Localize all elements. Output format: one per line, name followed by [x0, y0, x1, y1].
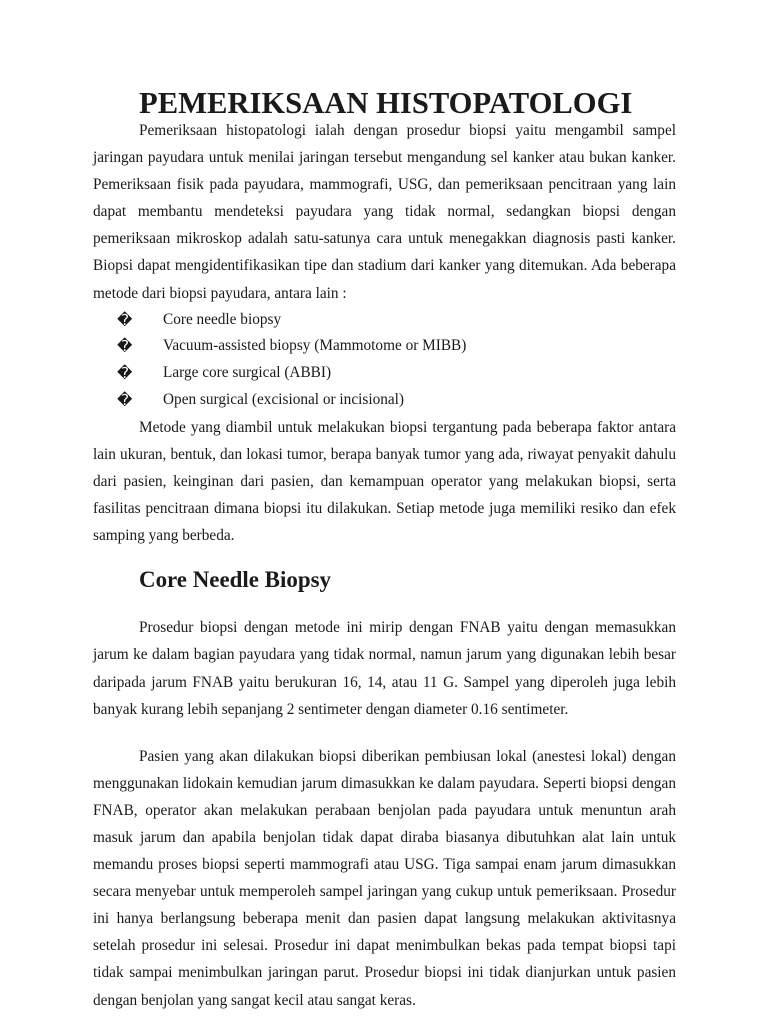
list-item-label: Large core surgical (ABBI): [163, 364, 332, 382]
bullet-icon: �: [117, 391, 133, 410]
biopsy-methods-list: [93, 307, 676, 414]
spacer: [93, 593, 676, 614]
paragraph-intro: Pemeriksaan histopatologi ialah dengan prosedur biopsi yaitu mengambil sampel jaringan payudara untuk menilai jaringan tersebut mengandung sel kanker atau bukan kanker. Pemeriksaan fisik pada payudara, mammografi, USG, dan pemeriksaan pencitraan yang lain dapat membantu mendeteksi payudara yang tidak normal, sedangkan biopsi dengan pemeriksaan mikroskop adalah satu-satunya cara untuk menegakkan diagnosis pasti kanker. Biopsi dapat mengidentifikasikan tipe dan stadium dari kanker yang ditemukan. Ada beberapa metode dari biopsi payudara, antara lain :: [93, 122, 676, 302]
list-item: [93, 333, 676, 360]
spacer: [93, 549, 676, 566]
list-item: [93, 360, 676, 387]
section-title-histopatologi: PEMERIKSAAN HISTOPATOLOGI: [139, 86, 633, 120]
list-item: [93, 307, 676, 334]
bullet-icon: �: [117, 310, 133, 329]
paragraph-core-needle-procedure: Prosedur biopsi dengan metode ini mirip dengan FNAB yaitu dengan memasukkan jarum ke dalam bagian payudara yang tidak normal, namun jarum yang digunakan lebih besar daripada jarum FNAB yaitu berukuran 16, 14, atau 11 G. Sampel yang diperoleh juga lebih banyak kurang lebih sepanjang 2 sentimeter dengan diameter 0.16 sentimeter.: [93, 619, 676, 718]
bullet-icon: �: [117, 337, 133, 356]
bullet-icon: �: [117, 364, 133, 383]
section-title-core-needle-biopsy: Core Needle Biopsy: [139, 567, 331, 593]
list-item-label: Open surgical (excisional or incisional): [163, 391, 405, 409]
spacer: [93, 723, 676, 743]
list-item: [93, 387, 676, 414]
list-item-label: Core needle biopsy: [163, 310, 282, 328]
list-item-label: Vacuum-assisted biopsy (Mammotome or MIBB): [163, 337, 467, 355]
paragraph-method-factors: Metode yang diambil untuk melakukan biopsi tergantung pada beberapa faktor antara lain ukuran, bentuk, dan lokasi tumor, berapa banyak tumor yang ada, riwayat penyakit dahulu dari pasien, keinginan dari pasien, dan kemampuan operator yang melakukan biopsi, serta fasilitas pencitraan dimana biopsi itu dilakukan. Setiap metode juga memiliki resiko dan efek samping yang berbeda.: [93, 418, 676, 545]
document-content: [93, 86, 676, 1014]
paragraph-core-needle-patient: Pasien yang akan dilakukan biopsi diberikan pembiusan lokal (anestesi lokal) dengan menggunakan lidokain kemudian jarum dimasukkan ke dalam payudara. Seperti biopsi dengan FNAB, operator akan melakukan perabaan benjolan pada payudara untuk menuntun arah masuk jarum dan apabila benjolan tidak dapat diraba biasanya dibutuhkan alat lain untuk memandu proses biopsi seperti mammografi atau USG. Tiga sampai enam jarum dimasukkan secara menyebar untuk memperoleh sampel jaringan yang cukup untuk pemeriksaan. Prosedur ini hanya berlangsung beberapa menit dan pasien dapat langsung melakukan aktivitasnya setelah prosedur ini selesai. Prosedur ini dapat menimbulkan bekas pada tempat biopsi tapi tidak sampai menimbulkan jaringan parut. Prosedur biopsi ini tidak dianjurkan untuk pasien dengan benjolan yang sangat kecil atau sangat keras.: [93, 747, 676, 1009]
